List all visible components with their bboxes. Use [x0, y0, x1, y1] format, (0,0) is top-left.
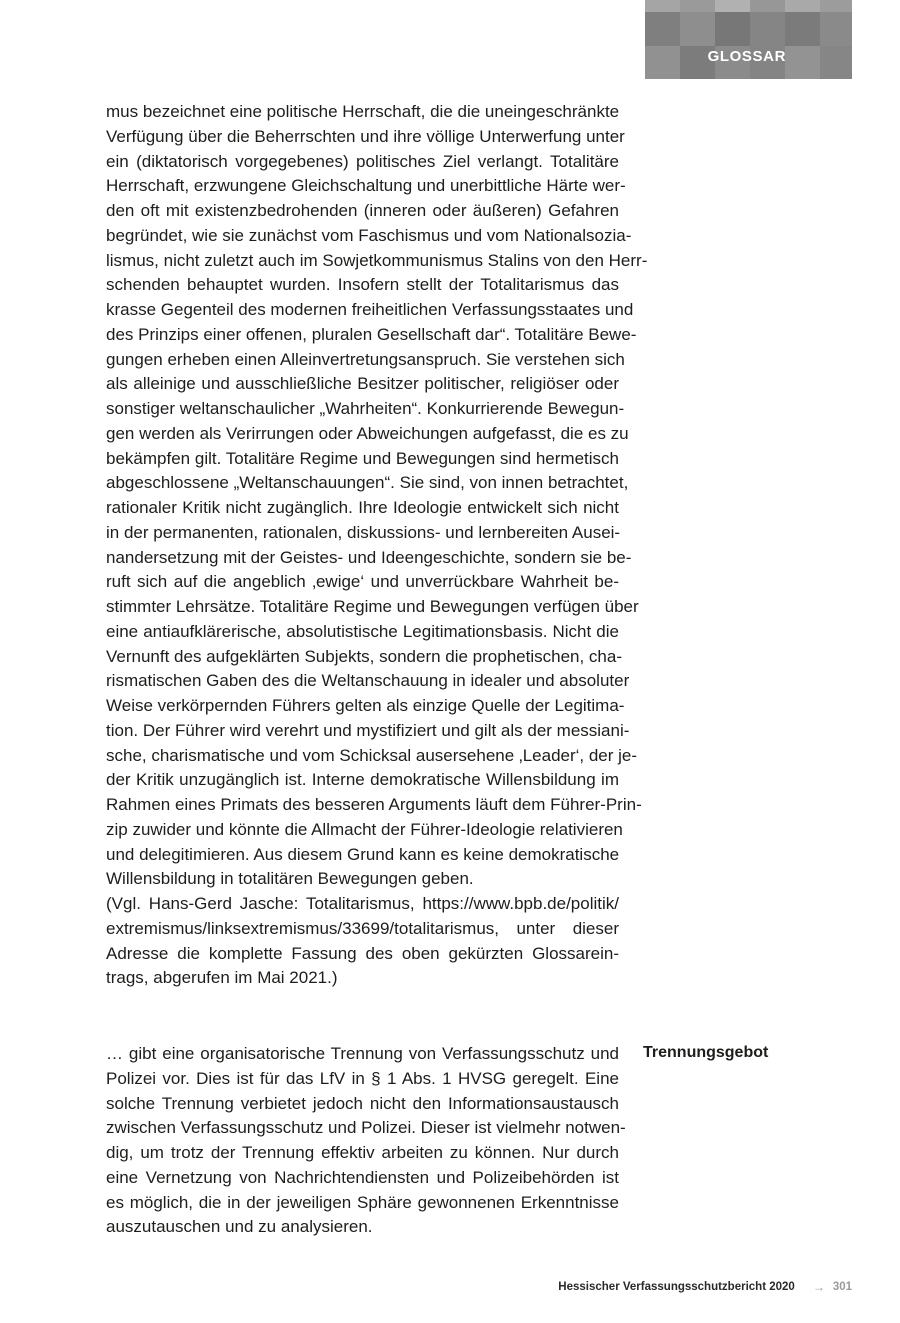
- text-line: sonstiger weltanschaulicher „Wahrheiten“. Konkurrierende Bewegun-: [106, 399, 625, 418]
- text-line: sche, charismatische und vom Schicksal ausersehene ‚Leader‘, der je-: [106, 745, 638, 765]
- text-line: stimmter Lehrsätze. Totalitäre Regime und Bewegungen verfügen über: [106, 597, 639, 616]
- text-line: ruft sich auf die angeblich ‚ewige‘ und unverrückbare Wahrheit be-: [106, 572, 619, 592]
- text-line: Polizei vor. Dies ist für das LfV in § 1 Abs. 1 HVSG geregelt. Eine: [106, 1068, 619, 1088]
- text-line: ein (diktatorisch vorgegebenes) politisches Ziel verlangt. Totalitäre: [106, 151, 619, 171]
- text-line: mus bezeichnet eine politische Herrschaft, die die uneingeschränkte: [106, 102, 620, 121]
- text-line: den oft mit existenzbedrohenden (inneren oder äußeren) Gefahren: [106, 201, 619, 220]
- glossary-entry-body: [106, 100, 648, 991]
- glossary-entry-body: [106, 1042, 626, 1240]
- text-line: es möglich, die in der jeweiligen Sphäre gewonnenen Erkenntnisse: [106, 1192, 619, 1212]
- text-line: tion. Der Führer wird verehrt und mystifiziert und gilt als der messiani-: [106, 720, 630, 740]
- publication-title: Hessischer Verfassungsschutzbericht 2020: [558, 1281, 795, 1293]
- text-line: und delegitimieren. Aus diesem Grund kann es keine demokratische: [106, 844, 620, 864]
- mosaic-pattern: [645, 0, 852, 79]
- text-line: gungen erheben einen Alleinvertretungsanspruch. Sie verstehen sich: [106, 349, 625, 369]
- text-line: gen werden als Verirrungen oder Abweichungen aufgefasst, die es zu: [106, 423, 629, 443]
- text-line: Vernunft des aufgeklärten Subjekts, sondern die prophetischen, cha-: [106, 646, 623, 666]
- section-label: GLOSSAR: [707, 48, 786, 65]
- text-line: trags, abgerufen im Mai 2021.): [106, 968, 338, 988]
- text-line: schenden behauptet wurden. Insofern stellt der Totalitarismus das: [106, 275, 619, 295]
- text-line: Willensbildung in totalitären Bewegungen geben.: [106, 869, 474, 889]
- text-line: eine Vernetzung von Nachrichtendiensten und Polizeibehörden ist: [106, 1167, 619, 1187]
- text-line: Verfügung über die Beherrschten und ihre völlige Unterwerfung unter: [106, 126, 625, 146]
- text-line: zwischen Verfassungsschutz und Polizei. Dieser ist vielmehr notwen-: [106, 1118, 626, 1138]
- page-number: 301: [832, 1281, 852, 1293]
- text-line: begründet, wie sie zunächst vom Faschismus und vom Nationalsozia-: [106, 225, 632, 245]
- text-line: der Kritik unzugänglich ist. Interne demokratische Willensbildung im: [106, 770, 619, 790]
- text-line: lismus, nicht zuletzt auch im Sowjetkommunismus Stalins von den Herr-: [106, 250, 648, 270]
- text-line: krasse Gegenteil des modernen freiheitlichen Verfassungsstaates und: [106, 300, 634, 319]
- text-line: … gibt eine organisatorische Trennung von Verfassungsschutz und: [106, 1044, 619, 1063]
- arrow-right-icon: →: [812, 1280, 825, 1294]
- text-line: Rahmen eines Primats des besseren Arguments läuft dem Führer-Prin-: [106, 795, 642, 814]
- text-line: zip zuwider und könnte die Allmacht der Führer-Ideologie relativieren: [106, 819, 623, 839]
- text-line: solche Trennung verbietet jedoch nicht den Informationsaustausch: [106, 1093, 619, 1113]
- text-line: bekämpfen gilt. Totalitäre Regime und Bewegungen sind hermetisch: [106, 448, 619, 468]
- text-line: des Prinzips einer offenen, pluralen Gesellschaft dar“. Totalitäre Bewe-: [106, 324, 637, 344]
- text-line: eine antiaufklärerische, absolutistische Legitimationsbasis. Nicht die: [106, 621, 619, 641]
- text-line: nandersetzung mit der Geistes- und Ideengeschichte, sondern sie be-: [106, 547, 632, 567]
- text-line: Adresse die komplette Fassung des oben gekürzten Glossarein-: [106, 943, 619, 963]
- text-line: als alleinige und ausschließliche Besitzer politischer, religiöser oder: [106, 374, 619, 394]
- text-line: abgeschlossene „Weltanschauungen“. Sie sind, von innen betrachtet,: [106, 473, 629, 493]
- glossary-term: Trennungsgebot: [643, 1044, 769, 1061]
- text-line: dig, um trotz der Trennung effektiv arbeiten zu können. Nur durch: [106, 1143, 619, 1162]
- text-line: Herrschaft, erzwungene Gleichschaltung und unerbittliche Härte wer-: [106, 176, 626, 196]
- text-line: auszutauschen und zu analysieren.: [106, 1217, 373, 1237]
- text-line: rismatischen Gaben des die Weltanschauung in idealer und absoluter: [106, 671, 630, 691]
- text-line: extremismus/linksextremismus/33699/totalitarismus, unter dieser: [106, 918, 619, 938]
- page-footer: [558, 1280, 852, 1294]
- text-line: in der permanenten, rationalen, diskussions- und lernbereiten Ausei-: [106, 522, 621, 542]
- text-line: rationaler Kritik nicht zugänglich. Ihre Ideologie entwickelt sich nicht: [106, 498, 619, 517]
- text-line: Weise verkörpernden Führers gelten als einzige Quelle der Legitima-: [106, 696, 625, 715]
- section-tab: [645, 0, 852, 79]
- text-line: (Vgl. Hans-Gerd Jasche: Totalitarismus, https://www.bpb.de/politik/: [106, 894, 619, 913]
